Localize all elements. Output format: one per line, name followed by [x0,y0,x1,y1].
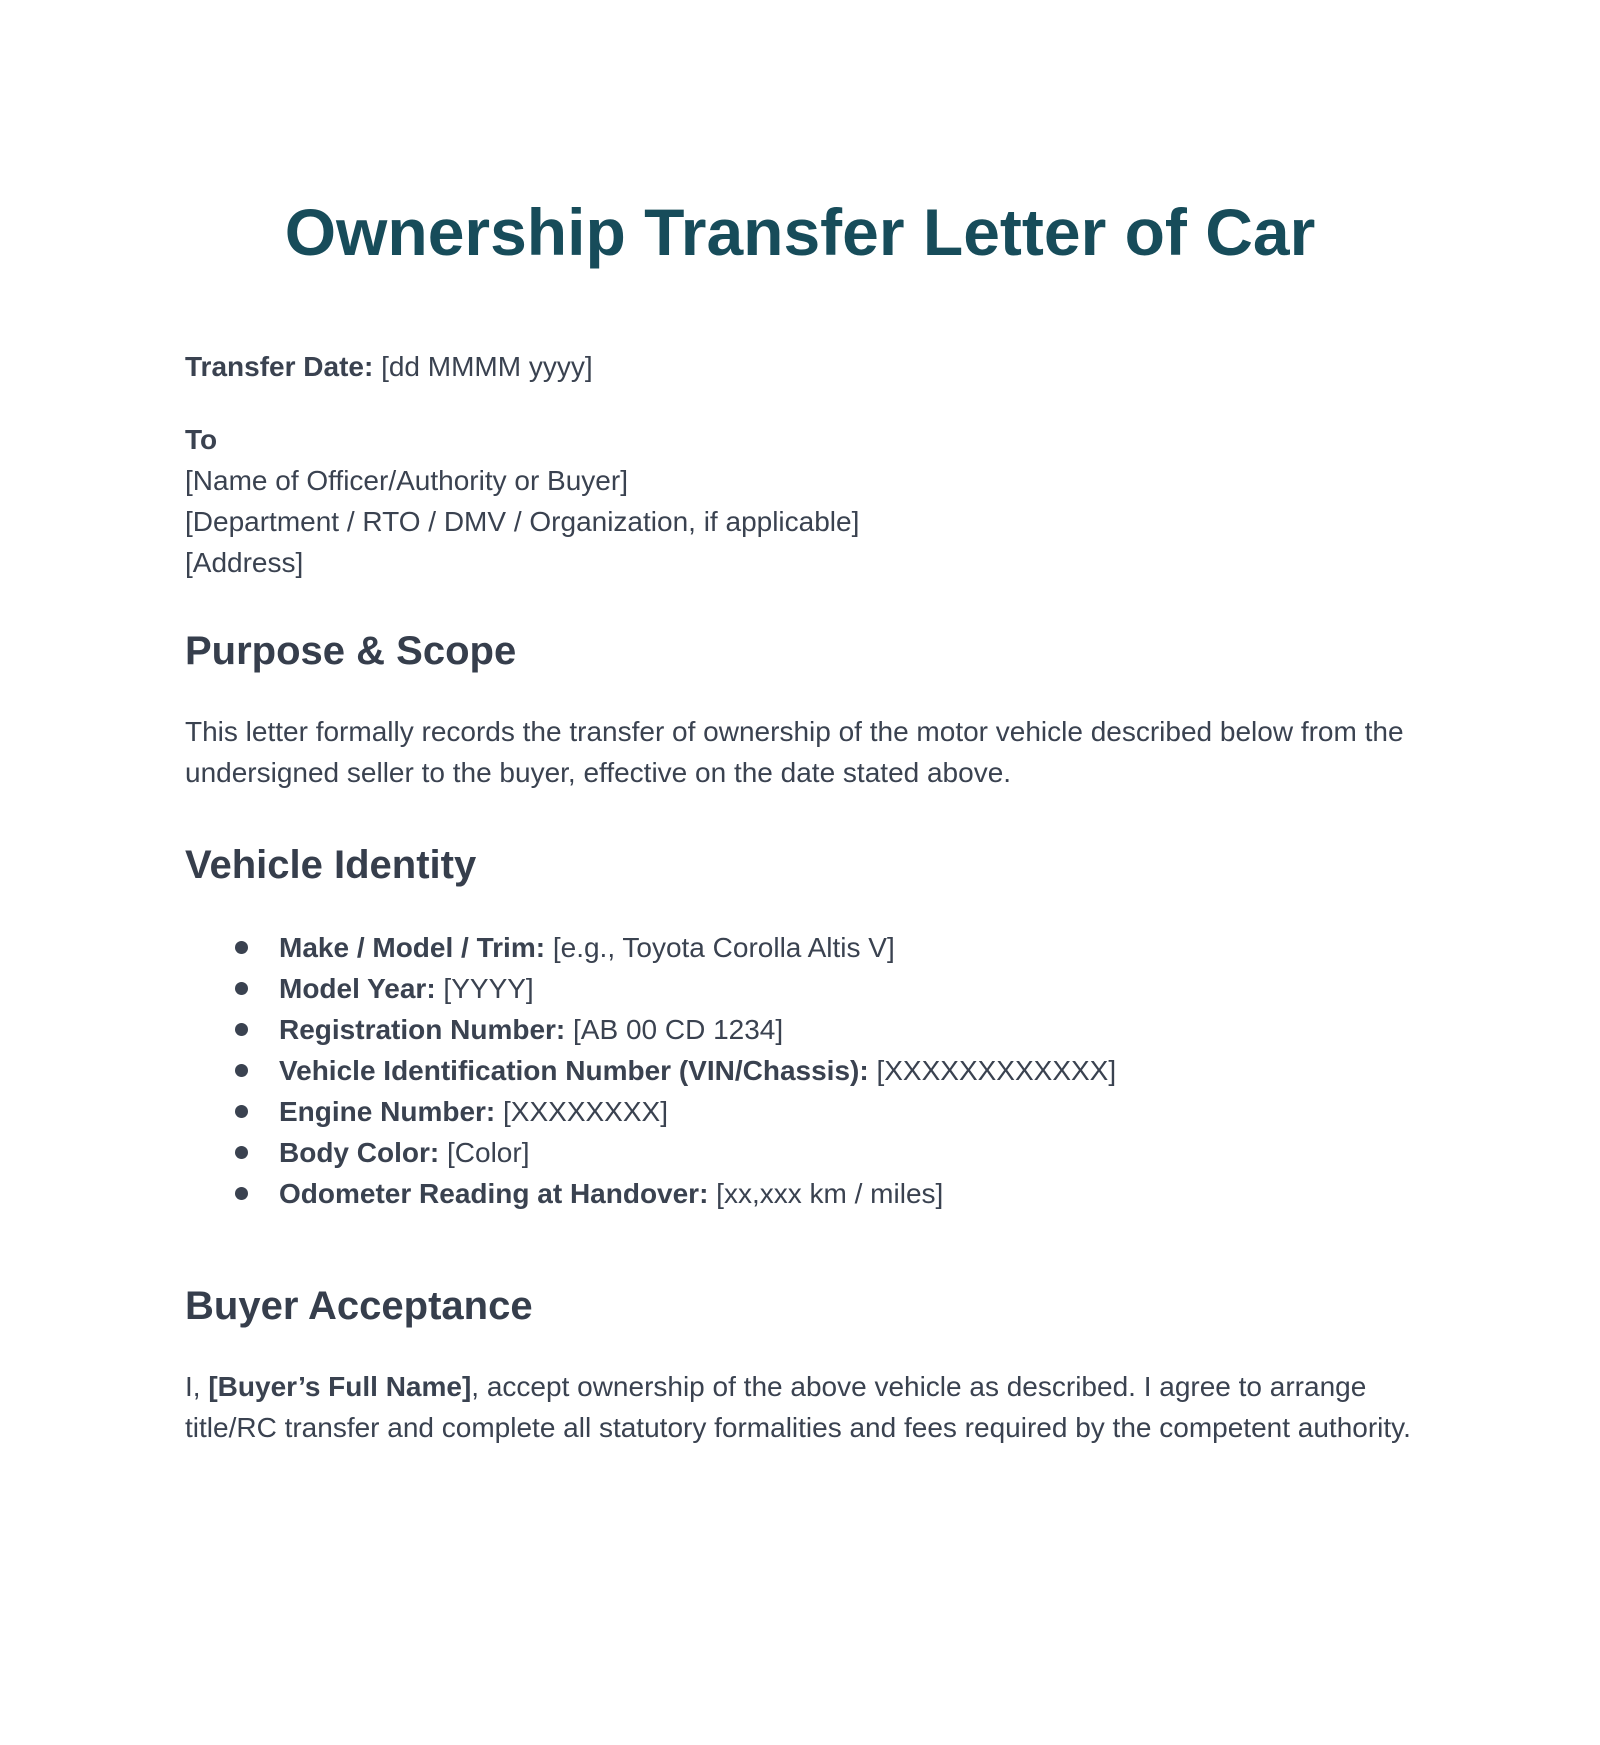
transfer-date [185,346,1425,387]
bullet-icon [235,1064,248,1077]
vehicle-item-vin [235,1050,1425,1091]
recipient-name: [Name of Officer/Authority or Buyer] [185,465,628,496]
buyer-section [185,1278,1425,1448]
document-body [185,346,1425,1448]
vehicle-heading: Vehicle Identity [185,843,477,887]
bullet-icon [235,941,248,954]
vehicle-item-value: [AB 00 CD 1234] [565,1014,784,1045]
bullet-icon [235,982,248,995]
buyer-statement: , accept ownership of the above vehicle as described. I agree to arrange title/RC transfer and complete all statutory formalities and fees required by the competent authority. [185,1371,1411,1443]
buyer-name-placeholder: [Buyer’s Full Name] [208,1371,472,1402]
vehicle-item-label: Odometer Reading at Handover: [279,1178,709,1209]
recipient-label: To [185,424,218,455]
vehicle-item-value: [Color] [439,1137,530,1168]
vehicle-item-year [235,968,1425,1009]
bullet-icon [235,1146,248,1159]
vehicle-item-label: Make / Model / Trim: [279,932,546,963]
vehicle-item-make [235,927,1425,968]
purpose-heading: Purpose & Scope [185,629,517,673]
vehicle-item-color [235,1132,1425,1173]
vehicle-item-label: Engine Number: [279,1096,496,1127]
vehicle-item-engine [235,1091,1425,1132]
vehicle-item-value: [e.g., Toyota Corolla Altis V] [545,932,895,963]
vehicle-item-value: [YYYY] [435,973,534,1004]
vehicle-item-label: Vehicle Identification Number (VIN/Chassis): [279,1055,869,1086]
vehicle-item-registration [235,1009,1425,1050]
recipient-block [185,419,1425,583]
bullet-icon [235,1187,248,1200]
document-title: Ownership Transfer Letter of Car [284,195,1316,269]
vehicle-item-label: Model Year: [279,973,436,1004]
transfer-date-label: Transfer Date: [185,351,374,382]
buyer-heading: Buyer Acceptance [185,1284,533,1328]
vehicle-item-value: [xx,xxx km / miles] [708,1178,944,1209]
vehicle-section [185,837,1425,1214]
transfer-date-value: [dd MMMM yyyy] [373,351,593,382]
recipient-address: [Address] [185,547,304,578]
purpose-section [185,623,1425,793]
buyer-text [185,1366,1425,1448]
recipient-department: [Department / RTO / DMV / Organization, if applicable] [185,506,860,537]
vehicle-item-label: Body Color: [279,1137,440,1168]
vehicle-item-value: [XXXXXXXX] [495,1096,668,1127]
purpose-text: This letter formally records the transfer of ownership of the motor vehicle described below from the undersigned seller to the buyer, effective on the date stated above. [185,716,1404,788]
bullet-icon [235,1023,248,1036]
vehicle-list [185,927,1425,1214]
vehicle-item-label: Registration Number: [279,1014,566,1045]
bullet-icon [235,1105,248,1118]
vehicle-item-value: [XXXXXXXXXXXX] [868,1055,1117,1086]
vehicle-item-odometer [235,1173,1425,1214]
buyer-prefix: I, [185,1371,209,1402]
